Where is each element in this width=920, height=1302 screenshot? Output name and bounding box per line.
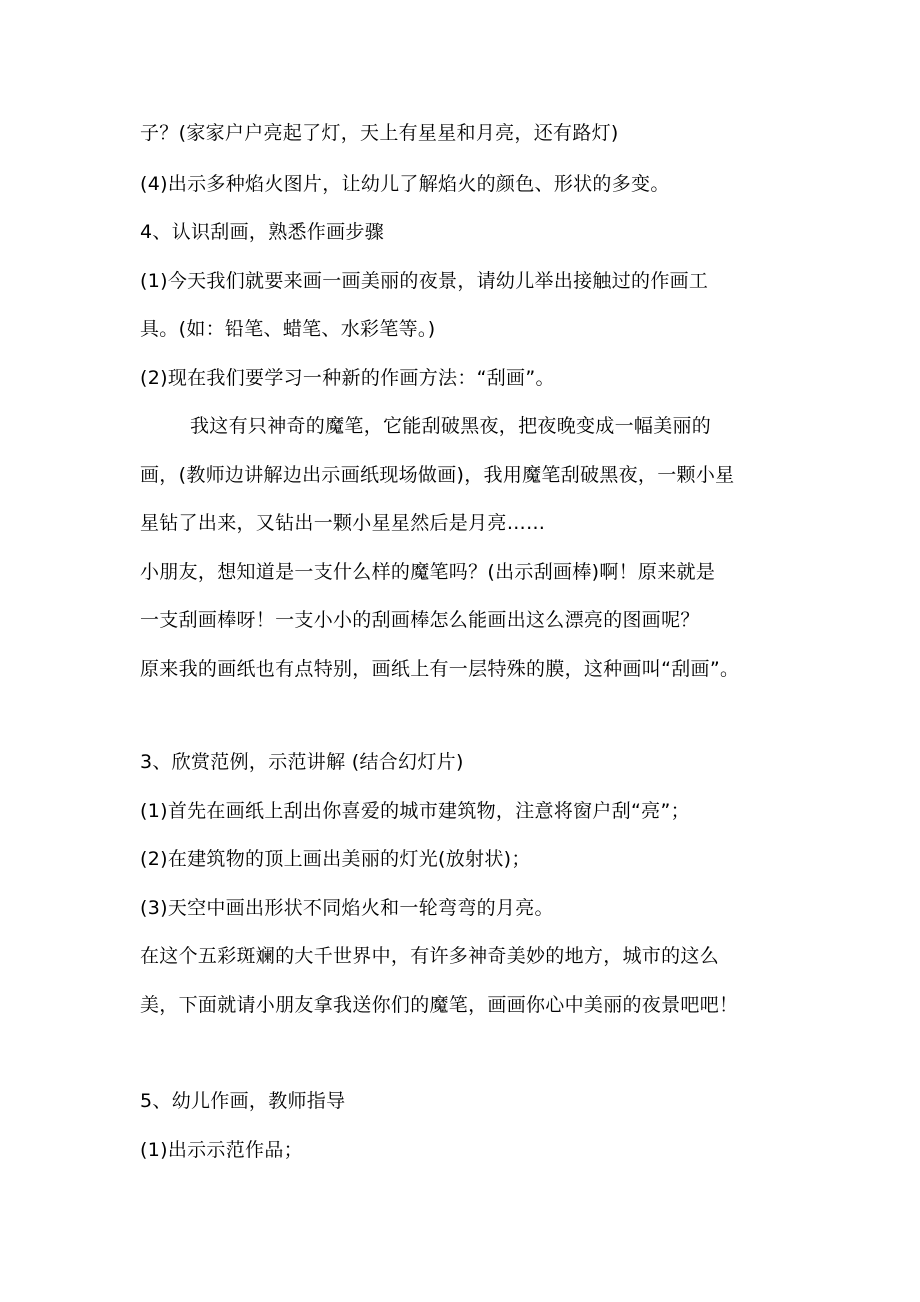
text-line: 子？(家家户户亮起了灯，天上有星星和月亮，还有路灯) [140, 122, 619, 144]
section-heading: 4、认识刮画，熟悉作画步骤 [140, 221, 384, 243]
text-line: 星钻了出来，又钻出一颗小星星然后是月亮…… [140, 512, 546, 534]
text-line: (4)出示多种焰火图片，让幼儿了解焰火的颜色、形状的多变。 [140, 173, 670, 195]
section-heading: 5、幼儿作画，教师指导 [140, 1090, 346, 1112]
text-line: (2)现在我们要学习一种新的作画方法：“刮画”。 [140, 367, 555, 389]
text-line: (1)今天我们就要来画一画美丽的夜景，请幼儿举出接触过的作画工 [140, 270, 709, 292]
text-line: 原来我的画纸也有点特别，画纸上有一层特殊的膜，这种画叫“刮画”。 [140, 658, 740, 680]
text-line: (3)天空中画出形状不同焰火和一轮弯弯的月亮。 [140, 897, 554, 919]
text-line: 在这个五彩斑斓的大千世界中，有许多神奇美妙的地方，城市的这么 [140, 945, 720, 967]
text-line: 美，下面就请小朋友拿我送你们的魔笔，画画你心中美丽的夜景吧吧！ [140, 994, 739, 1016]
text-line: (2)在建筑物的顶上画出美丽的灯光(放射状)； [140, 848, 531, 870]
text-line: (1)出示示范作品； [140, 1139, 303, 1161]
text-line: 小朋友，想知道是一支什么样的魔笔吗？(出示刮画棒)啊！原来就是 [140, 561, 716, 583]
section-heading: 3、欣赏范例，示范讲解 (结合幻灯片) [140, 751, 464, 773]
text-line: 画，(教师边讲解边出示画纸现场做画)，我用魔笔刮破黑夜，一颗小星 [140, 464, 735, 486]
text-line: 具。(如：铅笔、蜡笔、水彩笔等。) [140, 318, 436, 340]
text-line: 一支刮画棒呀！一支小小的刮画棒怎么能画出这么漂亮的图画呢？ [140, 609, 700, 631]
text-line: 我这有只神奇的魔笔，它能刮破黑夜，把夜晚变成一幅美丽的 [190, 415, 712, 437]
text-line: (1)首先在画纸上刮出你喜爱的城市建筑物，注意将窗户刮“亮”； [140, 800, 690, 822]
